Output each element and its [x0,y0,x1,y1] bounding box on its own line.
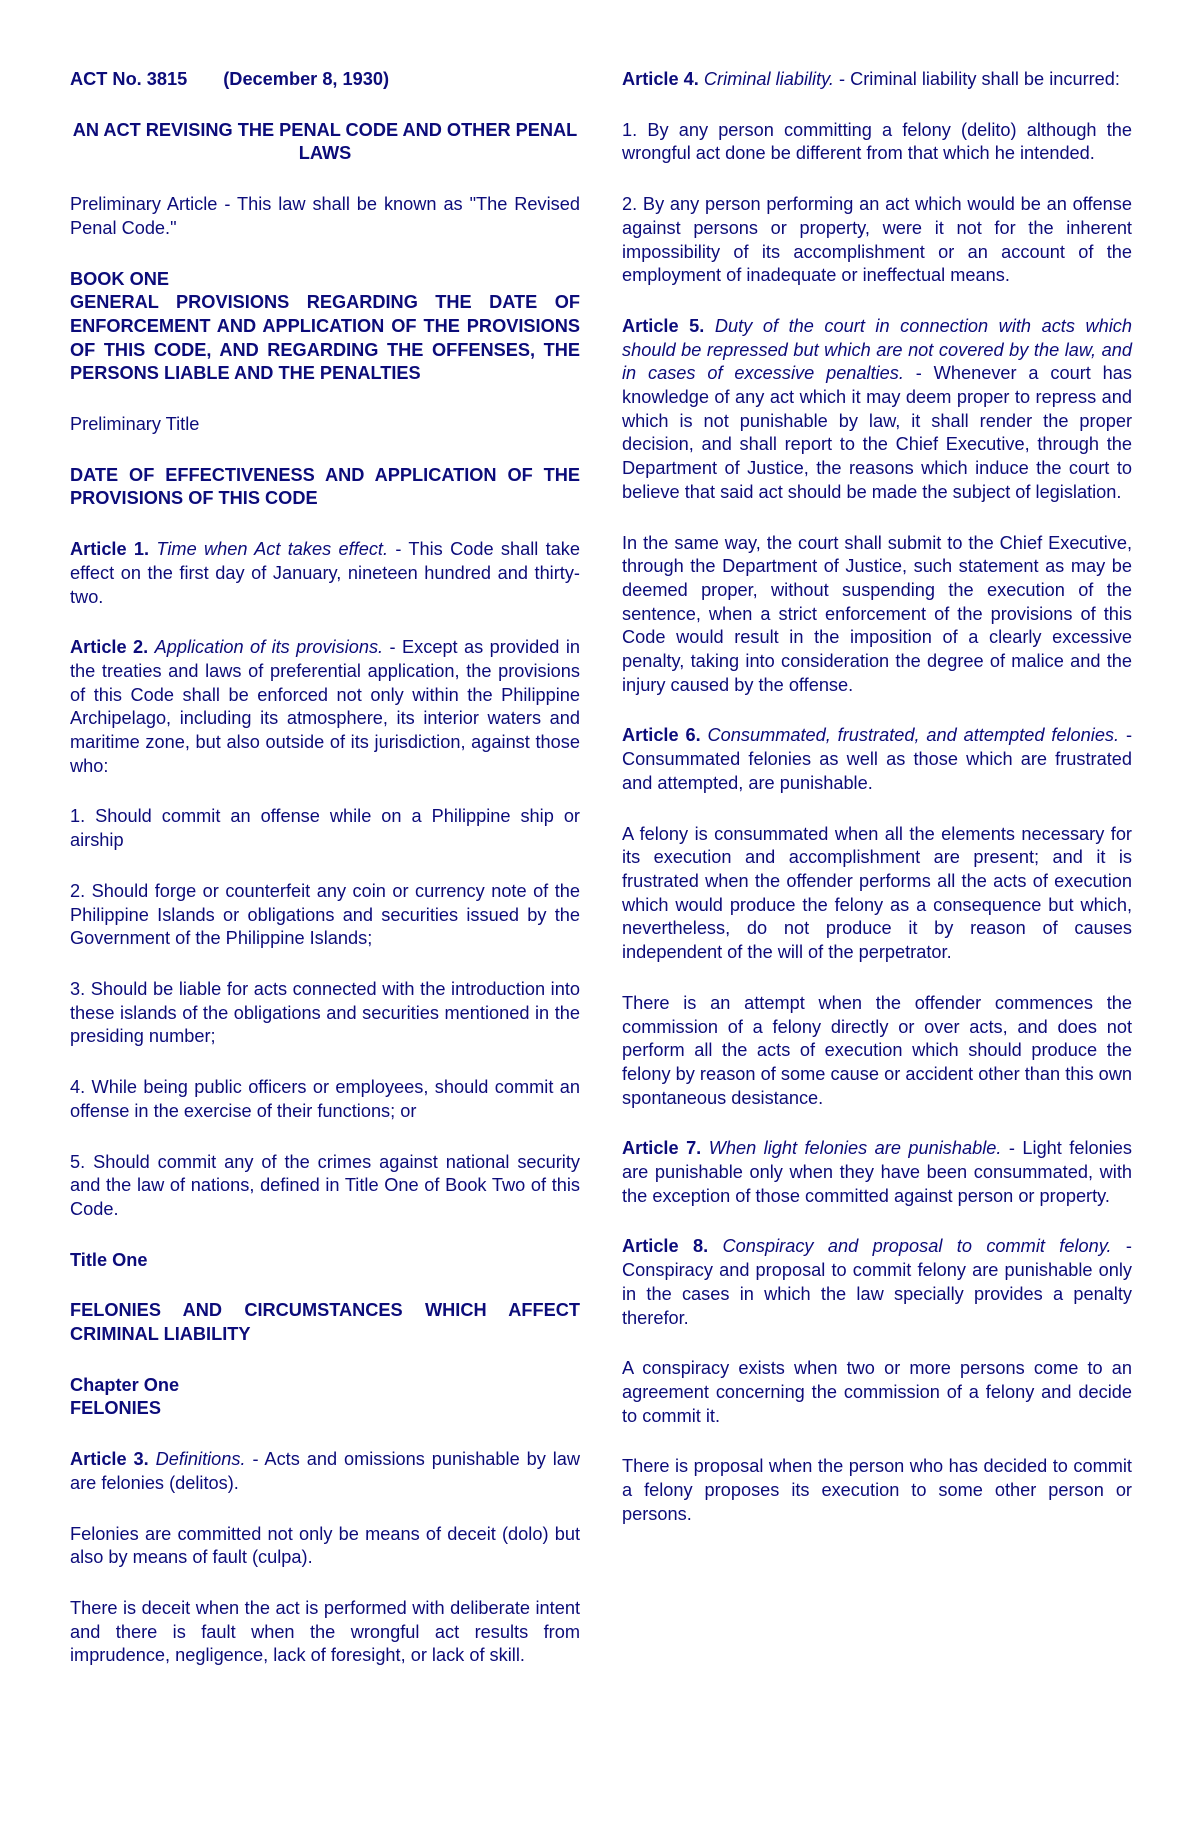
paragraph: There is proposal when the person who has decided to commit a felony proposes its execution to some other person or persons. [622,1456,1132,1524]
chapter-one-title: FELONIES [70,1398,161,1419]
book-one-label: BOOK ONE [70,268,170,289]
article-label: Article 2. [70,637,149,658]
article-title: Conspiracy and proposal to commit felony. [722,1236,1112,1257]
list-item: 3. Should be liable for acts connected with the introduction into these islands of the obligations and securities mentioned in the presiding number; [70,978,580,1047]
article-title: Time when Act takes effect. [156,539,389,560]
list-item: 1. By any person committing a felony (delito) although the wrongful act done be different from that which he intended. [622,119,1132,164]
paragraph: Felonies are committed not only be means of deceit (dolo) but also by means of fault (culpa). [70,1523,580,1568]
act-date: (December 8, 1930) [223,69,390,89]
article-5 [622,315,1132,505]
article-text: - Conspiracy and proposal to commit felony are punishable only in the cases in which the law specially provides a penalty therefor. [622,1236,1132,1328]
article-8 [622,1235,1132,1330]
article-1 [70,538,580,609]
act-header [70,68,580,92]
title-one-heading: FELONIES AND CIRCUMSTANCES WHICH AFFECT CRIMINAL LIABILITY [70,1300,580,1345]
list-item: 2. Should forge or counterfeit any coin or currency note of the Philippine Islands or obligations and securities issued by the Government of the Philippine Islands; [70,880,580,949]
list-item: 5. Should commit any of the crimes against national security and the law of nations, defined in Title One of Book Two of this Code. [70,1151,580,1219]
article-title: Criminal liability. [703,69,834,89]
article-label: Article 7. [622,1138,702,1159]
article-title: When light felonies are punishable. [708,1138,1002,1159]
paragraph: A felony is consummated when all the elements necessary for its execution and accomplishment are present; and it is frustrated when the offender performs all the acts of execution which would produce the felony as a consequence but which, nevertheless, do not produce it by reason of causes independent of the will of the perpetrator. [622,823,1132,963]
list-item: 4. While being public officers or employees, should commit an offense in the exercise of their functions; or [70,1077,580,1121]
paragraph: There is deceit when the act is performed with deliberate intent and there is fault when the wrongful act results from imprudence, negligence, lack of foresight, or lack of skill. [70,1597,580,1666]
article-2 [70,636,580,778]
article-6 [622,724,1132,795]
chapter-one-label: Chapter One [70,1374,180,1395]
article-text: - Except as provided in the treaties and laws of preferential application, the provisions of this Code shall be enforced not only within the Philippine Archipelago, including its atmosphere, its interior waters and maritime zone, but also outside of its jurisdiction, against those who: [70,637,580,776]
article-3 [70,1448,580,1495]
article-text: - Whenever a court has knowledge of any act which it may deem proper to repress and which is not punishable by law, it shall render the proper decision, and shall report to the Chief Executive, through the Department of Justice, the reasons which induce the court to believe that said act should be made the subject of legislation. [622,363,1132,502]
article-title: Application of its provisions. [154,637,384,658]
article-text: - Acts and omissions punishable by law are felonies (delitos). [70,1449,580,1493]
article-label: Article 8. [622,1236,709,1257]
article-title: Definitions. [155,1449,246,1470]
preliminary-title: Preliminary Title [70,414,200,435]
document-title: AN ACT REVISING THE PENAL CODE AND OTHER PENAL LAWS [72,119,578,164]
list-item: 1. Should commit an offense while on a Philippine ship or airship [70,806,580,851]
book-one-title: GENERAL PROVISIONS REGARDING THE DATE OF ENFORCEMENT AND APPLICATION OF THE PROVISIONS OF THIS CODE, AND REGARDING THE OFFENSES, THE PERSONS LIABLE AND THE PENALTIES [70,292,580,384]
act-number: ACT No. 3815 [70,69,188,89]
article-label: Article 5. [622,315,705,336]
article-label: Article 4. [622,69,699,89]
paragraph: There is an attempt when the offender commences the commission of a felony directly or over acts, and does not perform all the acts of execution which should produce the felony by reason of some cause or accident other than this own spontaneous desistance. [622,992,1132,1108]
article-label: Article 1. [70,539,150,560]
left-column [70,68,580,1695]
article-4 [622,68,1132,92]
article-text: - This Code shall take effect on the first day of January, nineteen hundred and thirty-two. [70,539,580,607]
paragraph: A conspiracy exists when two or more persons come to an agreement concerning the commission of a felony and decide to commit it. [622,1358,1132,1426]
article-label: Article 3. [70,1449,149,1470]
article-title: Duty of the court in connection with acts which should be repressed but which are not covered by the law, and in cases of excessive penalties. [622,315,1132,384]
article-7 [622,1137,1132,1208]
article-text: - Criminal liability shall be incurred: [833,69,1120,89]
article-text: - Consummated felonies as well as those which are frustrated and attempted, are punishable. [622,725,1133,793]
paragraph: In the same way, the court shall submit to the Chief Executive, through the Department of Justice, such statement as may be deemed proper, without suspending the execution of the sentence, when a strict enforcement of the provisions of this Code would result in the imposition of a clearly excessive penalty, taking into consideration the degree of malice and the injury caused by the offense. [622,532,1132,695]
list-item: 2. By any person performing an act which would be an offense against persons or property, were it not for the inherent impossibility of its accomplishment or an account of the employment of inadequate or ineffectual means. [622,194,1132,286]
preliminary-article: Preliminary Article - This law shall be known as "The Revised Penal Code." [70,194,580,238]
right-column [622,68,1132,1553]
title-one-label: Title One [70,1249,148,1270]
article-title: Consummated, frustrated, and attempted felonies. [707,725,1120,746]
article-text: - Light felonies are punishable only when they have been consummated, with the exception of those committed against person or property. [622,1138,1132,1206]
article-label: Article 6. [622,725,701,746]
preliminary-title-heading: DATE OF EFFECTIVENESS AND APPLICATION OF THE PROVISIONS OF THIS CODE [70,464,580,509]
